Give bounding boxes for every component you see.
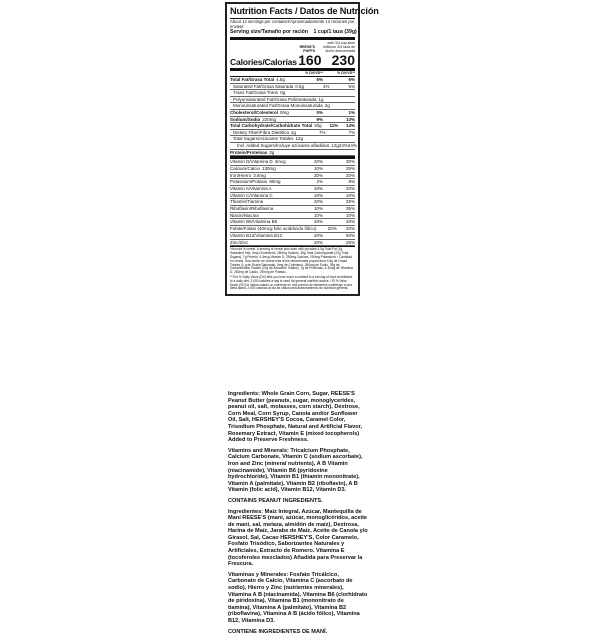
nutrient-row [230, 103, 355, 110]
nutrient-dv-cereal: 7% [319, 129, 326, 135]
nutrient-dv-cereal: 0% [316, 109, 323, 115]
vitamin-row [230, 186, 355, 193]
vitamin-name-cell [230, 199, 291, 205]
nutrient-amount: 3g [269, 149, 275, 155]
vitamin-name: Vitamin B12/Vitamina B12 [230, 232, 283, 238]
nutrient-amount: 220mg [262, 116, 277, 122]
vitamin-name: Iron/Hierro [230, 172, 252, 178]
nutrient-row [230, 130, 355, 137]
vitamin-row [230, 159, 355, 166]
nutrient-name: Total Sugars/Azúcares Totales [233, 136, 294, 142]
vitamin-amount: 90mg [269, 179, 281, 185]
vitamin-row [230, 240, 355, 247]
nutrient-name: Monounsaturated Fat/Grasa Monoinsaturada [233, 103, 323, 109]
vitamin-name-cell [230, 159, 291, 165]
nutrient-dv-cereal: 5% [316, 77, 323, 82]
vitamin-name: Calcium/Calcio [230, 165, 261, 171]
column-header-cereal: REESE'S PUFFS [299, 45, 315, 53]
nutrient-amount: 2g [291, 129, 297, 135]
vitamin-name: Thiamin/Tiamina [230, 199, 264, 205]
nutrient-row [230, 77, 355, 84]
vitamin-dv-cereal: 10% [313, 206, 323, 212]
serving-size-label: Serving size/Tamaño por ración [230, 29, 309, 35]
nutrient-row [230, 143, 355, 150]
vitamin-amount: 130mg [262, 165, 276, 171]
vitamin-name-cell [230, 219, 291, 225]
nutrient-name-cell [230, 110, 291, 116]
nutrient-amount: 0.5g [295, 83, 305, 89]
vitamin-name: Zinc/Zinc [230, 239, 249, 245]
vitamin-name: Vitamin B6/Vitamina B6 [230, 219, 278, 225]
vitamin-row [230, 213, 355, 220]
nutrient-name-cell [230, 150, 291, 156]
vitamin-dv-cereal: 20% [313, 159, 323, 165]
vitamin-dv-with-milk: 10% [345, 192, 355, 198]
contains-english-text: CONTAINS PEANUT INGREDIENTS. [228, 497, 323, 504]
vitamin-name: Vitamin C/Vitamina C [230, 192, 273, 198]
nutrient-amount: 0g [280, 90, 286, 96]
vitamins-english [228, 448, 368, 494]
nutrient-dv-cereal: 9% [316, 116, 323, 122]
vitamins-spanish [228, 572, 368, 625]
ingredients-spanish [228, 509, 368, 568]
vitamin-name-cell [230, 193, 291, 199]
vitamin-row [230, 226, 355, 233]
footnote-serving: *Amount in cereal. A serving of cereal plus skim milk provides 4.5g Total Fat (1g Saturated Fat), 5mg Cholesterol, 280mg Sodium, 39g Total Carbohydrate (22g Total Sugars), 7g Protein, 4.3mcg Vitamin D, 250mg Calcium, 290mg Potassium. / Cantidad en cereal. Una ración de cereal más leche descremada proporciona 4.5g de Grasa Totales (1 g de Grasa Saturada), 5mg de Colesterol, 280mg de Sodio, 39g de Carbohidratos Totales (22g de Azúcares Totales), 7g de Proteínas, 4.3mcg de Vitamina D, 250mg de Calcio, 290mg de Potasio. [230, 247, 353, 275]
vitamin-name: Potassium/Potasio [230, 179, 268, 185]
nutrient-name: Trans Fat/Grasa Trans [233, 90, 279, 96]
nutrient-amount: 2g [324, 103, 330, 109]
nutrient-name: Dietary Fiber/Fibra Dietética [233, 129, 290, 135]
vitamin-dv-cereal: 20% [327, 225, 337, 231]
vitamin-row [230, 206, 355, 213]
nutrient-name: Saturated Fat/Grasa Saturada [233, 83, 294, 89]
nutrient-dv-cereal: 11% [329, 123, 339, 129]
vitamin-dv-cereal: 20% [313, 199, 323, 205]
vitamin-dv-with-milk: 30% [345, 159, 355, 165]
calories-label: Calories/Calorías [230, 57, 297, 67]
nutrient-name-cell [230, 130, 296, 136]
vitamin-dv-with-milk: 8% [348, 179, 355, 185]
vitamin-name: Vitamin D/Vitamina D [230, 159, 273, 165]
vitamin-dv-with-milk: 20% [345, 172, 355, 178]
nutrient-row [230, 110, 355, 117]
nutrition-facts-panel [225, 2, 379, 296]
nutrient-row [230, 90, 355, 97]
vitamin-dv-with-milk: 25% [345, 165, 355, 171]
vitamin-dv-cereal: 20% [313, 219, 323, 225]
ingredients-block [228, 391, 368, 639]
nutrient-row [230, 150, 355, 157]
vitamin-dv-with-milk: 20% [345, 219, 355, 225]
vitamin-name-cell [230, 206, 291, 212]
nutrient-name: Total Carbohydrate/Carbohidrato Total [230, 123, 313, 129]
vitamin-dv-cereal: 10% [313, 165, 323, 171]
vitamin-name-cell [230, 186, 291, 192]
nutrient-name: Polyunsaturated Fat/Grasa Poliinsaturada [233, 96, 317, 102]
vitamin-row [230, 199, 355, 206]
serving-size-value: 1 cup/1 taza (39g) [313, 29, 357, 35]
vitamin-list [230, 159, 355, 246]
nutrient-name-cell [230, 90, 291, 96]
nutrient-name-cell [230, 84, 304, 90]
nutrient-amount: 30g [314, 123, 322, 129]
ingredients-spanish-text: Ingredientes: Maíz Integral, Azúcar, Mantequilla de Maní REESE'S (maní, azúcar, monoglicéridos, aceite de maní, sal, melaza, almidón de maíz), Dextrosa, Harina de Maíz, Jarabe de Maíz, Aceite de Canola y/o Girasol, Sal, Cacao HERSHEY'S, Color Caramelo, Fosfato Trisódico, Saborizantes Naturales y Artificiales, Extracto de Romero. Vitamina E (tocoferoles mezclados) Añadida para Preservar la Frescura. [228, 508, 368, 568]
vitamin-row [230, 233, 355, 240]
nutrient-dv-with-milk: 13% [345, 116, 355, 122]
serving-size [230, 29, 355, 40]
vitamin-name-cell [230, 166, 291, 172]
nutrient-row [230, 84, 355, 91]
vitamin-name-cell [230, 227, 319, 232]
vitamin-amount: 3.6mg [253, 172, 266, 178]
vitamin-name-cell [230, 179, 291, 185]
vitamin-name: Riboflavin/Riboflavina [230, 206, 274, 212]
dv-header-with-milk: % DV/VD** [337, 71, 355, 75]
vitamin-dv-cereal: 10% [313, 212, 323, 218]
nutrient-dv-with-milk: 14% [345, 123, 355, 129]
nutrient-row [230, 97, 355, 104]
servings-per-container: About 12 servings per container/Aproximadamente 12 raciones por envase [230, 19, 355, 29]
contains-spanish [228, 629, 368, 636]
nutrient-dv-cereal: 24% [338, 142, 348, 148]
vitamin-dv-with-milk: 25% [345, 239, 355, 245]
column-header-with-milk: with 3/4 cup skim milk/con 3/4 taza de leche descremada [323, 41, 355, 53]
vitamin-name: Niacin/Niacina [230, 212, 259, 218]
footnotes [230, 246, 355, 291]
nutrient-name-cell [230, 143, 339, 149]
panel-title: Nutrition Facts / Datos de Nutrición [230, 6, 355, 19]
nutrient-dv-with-milk: 1% [348, 109, 355, 115]
nutrient-dv-with-milk: 7% [348, 129, 355, 135]
calories-with-milk: 230 [331, 52, 355, 68]
dv-header-cereal: % DV/VD** [305, 71, 323, 75]
nutrient-name: Cholesterol/Colesterol [230, 109, 279, 115]
vitamin-dv-cereal: 2% [316, 179, 323, 185]
vitamin-row [230, 173, 355, 180]
vitamin-dv-cereal: 20% [313, 172, 323, 178]
nutrient-dv-cereal: 4% [323, 83, 330, 89]
vitamin-dv-with-milk: 35% [345, 206, 355, 212]
vitamin-name-cell [230, 233, 291, 239]
nutrient-amount: 4.5g [276, 77, 285, 82]
nutrient-name: Total Fat/Grasa Total [230, 77, 275, 82]
nutrient-name-cell [230, 136, 303, 142]
calories-cereal: 160 [298, 52, 322, 68]
nutrient-name-cell [230, 77, 291, 83]
nutrient-dv-with-milk: 24% [347, 142, 357, 148]
vitamins-english-text: Vitamins and Minerals: Tricalcium Phosphate, Calcium Carbonate, Vitamin C (sodium ascorbate), Iron and Zinc (mineral nutrients), A B Vitamin (niacinamide), Vitamin B6 (pyridoxine hydrochloride), Vitamin B1 (thiamin mononitrate), Vitamin A (palmitate), Vitamin B2 (riboflavin), A B Vitamin (folic acid), Vitamin B12, Vitamin D3. [228, 447, 363, 494]
footnote-daily-value: **The % Daily Value (DV) tells you how much a nutrient in a serving of food contributes to a daily diet. 2,000 calories a day is used for general nutrition advice. / El % Valor Diario (VD) le indica cuánto un nutriente en una porción de alimentos contribuye a una dieta diaria. 2,000 calorías al día se utiliza para asesoramiento de nutrición general. [230, 274, 353, 291]
vitamins-spanish-text: Vitaminas y Minerales: Fosfato Tricálcico, Carbonato de Calcio, Vitamina C (ascorbato de sodio), Hierro y Zinc (nutrientes minerales), Vitamina A B (niacinamida), Vitamina B6 (clorhidrato de piridoxina), Vitamina B1 (mononitrato de tiamina), Vitamina A (palmitato), Vitamina B2 (riboflavina), Vitamina A B (ácido fólico), Vitamina B12, Vitamina D3. [228, 571, 368, 624]
nutrient-amount: 1g [318, 96, 324, 102]
vitamin-name: Vitamin A/Vitamina A [230, 185, 272, 191]
ingredients-english [228, 391, 368, 444]
contains-english [228, 498, 368, 505]
vitamin-amount: 4mcg [274, 159, 286, 165]
vitamin-row [230, 193, 355, 200]
contains-spanish-text: CONTIENE INGREDIENTES DE MANÍ. [228, 628, 328, 635]
nutrient-name-cell [230, 103, 330, 109]
vitamin-dv-with-milk: 25% [345, 199, 355, 205]
nutrient-name: Incl. Added Sugars/Incluye azúcares añadidos [237, 142, 330, 148]
nutrient-amount: 12g [295, 136, 303, 142]
vitamin-dv-with-milk: 50% [345, 232, 355, 238]
ingredients-english-text: Ingredients: Whole Grain Corn, Sugar, REESE'S Peanut Butter (peanuts, sugar, monoglycerides, peanut oil, salt, molasses, corn starch), Dextrose, Corn Meal, Corn Syrup, Canola and/or Sunflower Oil, Salt, HERSHEY'S Cocoa, Caramel Color, Trisodium Phosphate, Natural and Artificial Flavor, Rosemary Extract, Vitamin E (mixed tocopherols) Added to Preserve Freshness. [228, 391, 363, 444]
calories-row [230, 53, 355, 71]
nutrient-dv-with-milk: 5% [348, 83, 355, 89]
vitamin-dv-cereal: 20% [313, 232, 323, 238]
nutrient-name-cell [230, 123, 322, 129]
nutrient-name: Protein/Proteínas [230, 149, 268, 155]
nutrient-amount: 0mg [280, 109, 289, 115]
vitamin-name-cell [230, 213, 291, 219]
vitamin-dv-with-milk: 20% [345, 225, 355, 231]
nutrient-dv-with-milk: 6% [348, 77, 355, 82]
nutrient-name: Sodium/Sodio [230, 116, 261, 122]
vitamin-name-cell [230, 173, 291, 179]
nutrient-name-cell [230, 97, 324, 103]
nutrient-amount: 12g [331, 142, 339, 148]
nutrient-list [230, 77, 355, 159]
vitamin-dv-cereal: 20% [313, 239, 323, 245]
vitamin-dv-cereal: 10% [313, 185, 323, 191]
vitamin-name: Folate/Folato (40mcg folic acid/ácido fólico) [230, 225, 317, 231]
vitamin-name-cell [230, 240, 291, 246]
nutrient-row [230, 117, 355, 124]
vitamin-dv-cereal: 10% [313, 192, 323, 198]
nutrient-row [230, 136, 355, 143]
vitamin-row [230, 166, 355, 173]
vitamin-dv-with-milk: 20% [345, 185, 355, 191]
vitamin-dv-with-milk: 10% [345, 212, 355, 218]
vitamin-row [230, 179, 355, 186]
nutrient-row [230, 123, 355, 130]
nutrient-name-cell [230, 117, 291, 123]
